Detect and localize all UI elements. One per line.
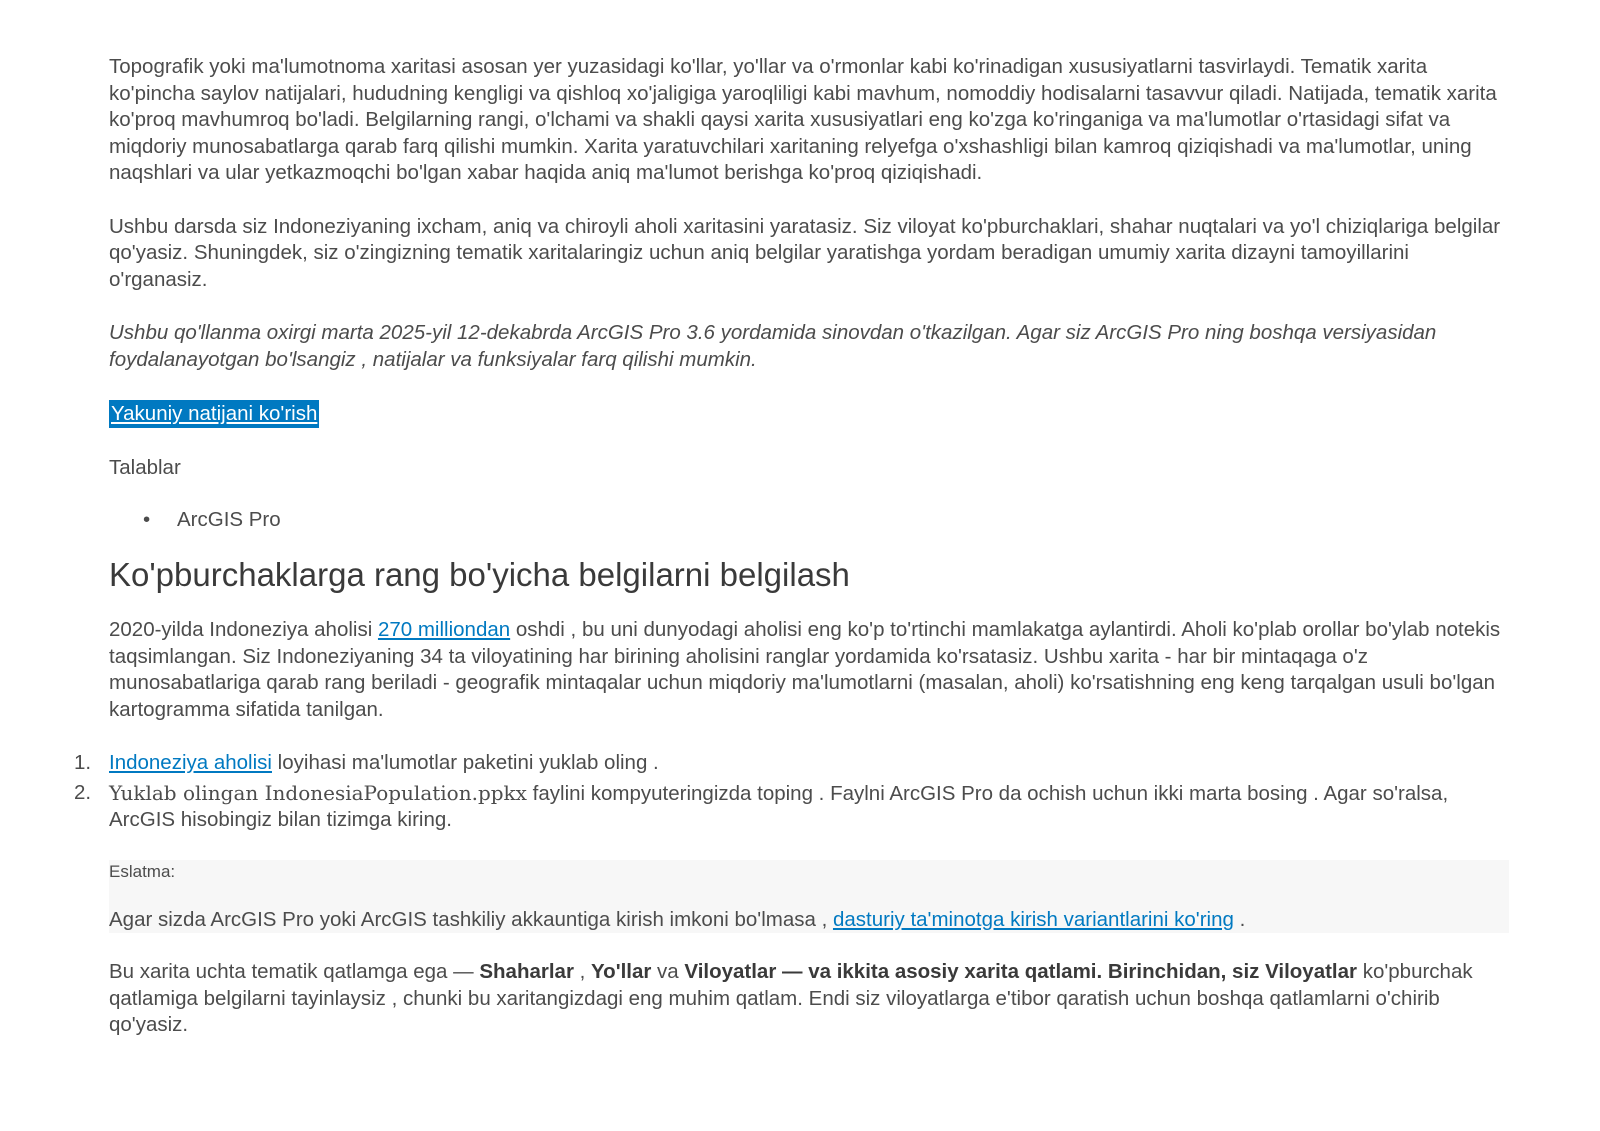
layers-text-1: Bu xarita uchta tematik qatlamga ega — bbox=[109, 960, 480, 983]
note-body bbox=[109, 907, 1509, 934]
layers-text-2: , bbox=[573, 960, 592, 983]
layer-name-cities: Shaharlar bbox=[479, 960, 574, 983]
file-name-code: Yuklab olingan IndonesiaPopulation.ppkx bbox=[109, 780, 527, 805]
section-text-before: 2020-yilda Indoneziya aholisi bbox=[109, 618, 378, 641]
note-text-before: Agar sizda ArcGIS Pro yoki ArcGIS tashkiliy akkauntiga kirish imkoni bo'lmasa , bbox=[109, 907, 833, 931]
step-item-1 bbox=[74, 750, 1509, 777]
layer-name-roads: Yo'llar bbox=[591, 960, 652, 983]
section-text-after: oshdi , bu uni dunyodagi aholisi eng ko'p to'rtinchi mamlakatga aylantirdi. Aholi ko'plab orollar bo'ylab notekis taqsimlangan. Siz Indoneziyaning 34 ta viloyatining har birining aholisini ranglar yordamida ko'rsatasiz. Ushbu xarita - har bir mintaqaga o'z munosabatlariga qarab rang beriladi - geografik mintaqalar uchun miqdoriy ma'lumotlarni (masalan, aholi) ko'rsatishning eng keng tarqalgan usuli bo'lgan kartogramma sifatida tanilgan. bbox=[109, 618, 1501, 721]
note-text-after: . bbox=[1233, 907, 1246, 931]
article-content bbox=[74, 54, 1509, 1066]
note-box bbox=[109, 860, 1509, 934]
population-link[interactable]: 270 milliondan bbox=[377, 618, 511, 641]
step-item-2 bbox=[74, 780, 1509, 834]
intro-paragraph-1: Topografik yoki ma'lumotnoma xaritasi asosan yer yuzasidagi ko'llar, yo'llar va o'rmonlar kabi ko'rinadigan xususiyatlarni tasvirlaydi. Tematik xarita ko'pincha saylov natijalari, hududning kengligi va qishloq xo'jaligiga yaroqliligi kabi mavhum, nomoddiy hodisalarni tasavvur qiladi. Natijada, tematik xarita ko'proq mavhumroq bo'ladi. Belgilarning rangi, o'lchami va shakli qaysi xarita xususiyatlari eng ko'zga ko'ringaniga va ma'lumotlar o'rtasidagi sifat va miqdoriy munosabatlarga qarab farq qilishi mumkin. Xarita yaratuvchilari xaritaning relyefga o'xshashligi bilan kamroq qiziqishadi va ma'lumotlar, uning naqshlari va ular yetkazmoqchi bo'lgan xabar haqida aniq ma'lumot berishga ko'proq qiziqishadi. bbox=[109, 55, 1497, 184]
steps-list bbox=[74, 750, 1509, 834]
step-number: 1. bbox=[74, 751, 92, 774]
requirements-list bbox=[109, 507, 1509, 534]
layer-name-provinces: Viloyatlar — va ikkita asosiy xarita qatlami. Birinchidan, siz Viloyatlar bbox=[684, 960, 1358, 983]
layers-paragraph bbox=[109, 959, 1509, 1039]
requirements-title: Talablar bbox=[109, 456, 181, 479]
step-text: faylini kompyuteringizda toping . Faylni ArcGIS Pro da ochish uchun ikki marta bosing . Agar so'ralsa, ArcGIS hisobingiz bilan tizimga kiring. bbox=[109, 781, 1449, 831]
requirement-item: • ArcGIS Pro bbox=[177, 507, 1509, 534]
software-access-link[interactable]: dasturiy ta'minotga kirish variantlarini ko'ring bbox=[832, 907, 1234, 931]
intro-paragraph-2: Ushbu darsda siz Indoneziyaning ixcham, aniq va chiroyli aholi xaritasini yaratasiz. Siz viloyat ko'pburchaklari, shahar nuqtalari va yo'l chiziqlariga belgilar qo'yasiz. Shuningdek, siz o'zingizning tematik xaritalaringiz uchun aniq belgilar yaratishga yordam beradigan umumiy xarita dizayni tamoyillarini o'rganasiz. bbox=[109, 214, 1501, 291]
section-heading: Ko'pburchaklarga rang bo'yicha belgilarni belgilash bbox=[109, 556, 850, 593]
layers-text-3: va bbox=[651, 960, 685, 983]
layers-text-4: ko'pburchak qatlamiga belgilarni tayinlaysiz , chunki bu xaritangizdagi eng muhim qatlam. Endi siz viloyatlarga e'tibor qaratish uchun boshqa qatlamlarni o'chirib qo'yasiz. bbox=[109, 960, 1473, 1036]
view-final-result-link[interactable]: Yakuniy natijani ko'rish bbox=[109, 400, 319, 428]
step-number: 2. bbox=[74, 780, 92, 804]
indonesia-population-link[interactable]: Indoneziya aholisi bbox=[109, 751, 272, 774]
cta-container bbox=[109, 400, 1509, 428]
step-text: loyihasi ma'lumotlar paketini yuklab oling . bbox=[271, 751, 659, 774]
tested-version-note: Ushbu qo'llanma oxirgi marta 2025-yil 12-dekabrda ArcGIS Pro 3.6 yordamida sinovdan o'tkazilgan. Agar siz ArcGIS Pro ning boshqa versiyasidan foydalanayotgan bo'lsangiz , natijalar va funksiyalar farq qilishi mumkin. bbox=[109, 321, 1437, 371]
note-title: Eslatma: bbox=[109, 861, 176, 881]
section-paragraph bbox=[109, 617, 1509, 723]
